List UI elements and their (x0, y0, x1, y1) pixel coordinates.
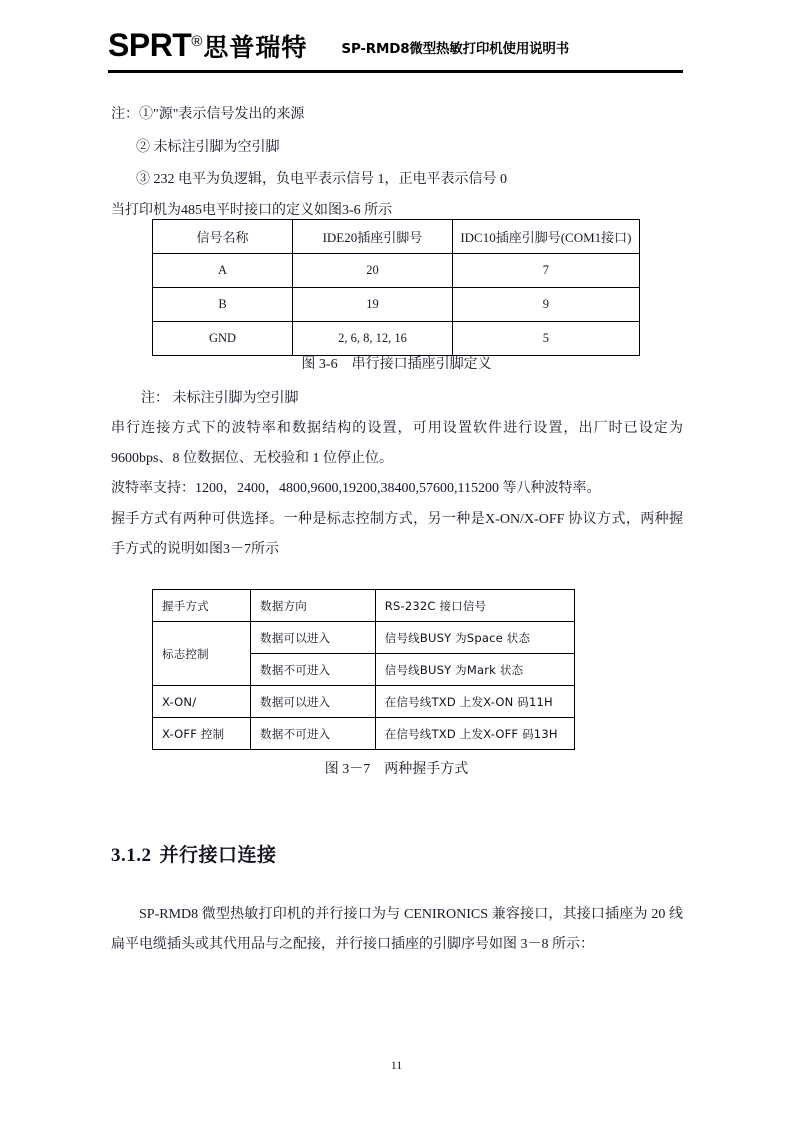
table-cell-signal: 信号线BUSY 为Mark 状态 (375, 654, 574, 686)
section-title: 并行接口连接 (159, 844, 277, 866)
table-row (153, 288, 640, 322)
paragraph-baud-support: 波特率支持：1200，2400，4800,9600,19200,38400,57600,115200 等八种波特率。 (111, 481, 601, 496)
table-header-cell: 信号名称 (153, 220, 293, 254)
table-cell-direction: 数据不可进入 (251, 654, 376, 686)
table-header-cell: IDC10插座引脚号(COM1接口) (452, 220, 639, 254)
note-line-3: ③ 232 电平为负逻辑，负电平表示信号 1，正电平表示信号 0 (136, 172, 507, 187)
section-number: 3.1.2 (111, 845, 152, 866)
table-cell: 20 (293, 254, 453, 288)
paragraph-handshake-modes: 握手方式有两种可供选择。一种是标志控制方式，另一种是X-ON/X-OFF 协议方式，两种握手方式的说明如图3－7所示 (111, 512, 683, 557)
table-cell: 9 (452, 288, 639, 322)
note-line-2: ② 未标注引脚为空引脚 (136, 140, 280, 155)
table-cell-mode: X-OFF 控制 (153, 718, 251, 750)
table-cell: GND (153, 322, 293, 356)
table-cell: 2, 6, 8, 12, 16 (293, 322, 453, 356)
table-cell-signal: 在信号线TXD 上发X-ON 码11H (375, 686, 574, 718)
table-cell-direction: 数据不可进入 (251, 718, 376, 750)
section-heading-3-1-2 (111, 840, 277, 867)
table-cell: B (153, 288, 293, 322)
brand-name-chinese: 思普瑞特 (203, 33, 308, 62)
manual-title: SP-RMD8微型热敏打印机使用说明书 (341, 41, 570, 57)
table-row (153, 254, 640, 288)
registered-trademark-icon: ® (191, 33, 203, 50)
table-cell: 19 (293, 288, 453, 322)
header-divider (108, 70, 683, 73)
table-header-row (153, 590, 575, 622)
page-number: 11 (390, 1058, 403, 1072)
brand-name-latin: SPRT (108, 27, 192, 63)
table-cell-signal: 信号线BUSY 为Space 状态 (375, 622, 574, 654)
figure-label: 图 3-6 (301, 357, 338, 372)
figure-title: 串行接口插座引脚定义 (351, 357, 492, 372)
figure-caption-3-7 (0, 758, 793, 778)
serial-pin-definition-table (152, 219, 640, 356)
table-cell-mode: 标志控制 (153, 622, 251, 686)
page-header (108, 28, 684, 72)
table-cell: A (153, 254, 293, 288)
table-header-cell: 数据方向 (251, 590, 376, 622)
table-cell-mode: X-ON/ (153, 686, 251, 718)
table-cell-signal: 在信号线TXD 上发X-OFF 码13H (375, 718, 574, 750)
figure-caption-3-6 (0, 353, 793, 373)
handshake-mode-table (152, 589, 575, 750)
note-line-1: 注：①"源"表示信号发出的来源 (111, 107, 305, 122)
table-cell: 7 (452, 254, 639, 288)
intro-line-485: 当打印机为485电平时接口的定义如图3-6 所示 (111, 203, 393, 218)
figure-title: 两种握手方式 (384, 762, 469, 777)
table-cell-direction: 数据可以进入 (251, 686, 376, 718)
table-row (153, 622, 575, 654)
table-header-cell: 握手方式 (153, 590, 251, 622)
table-row (153, 322, 640, 356)
brand-row (108, 28, 684, 64)
table-header-row (153, 220, 640, 254)
table-cell-direction: 数据可以进入 (251, 622, 376, 654)
paragraph-baud-settings: 串行连接方式下的波特率和数据结构的设置，可用设置软件进行设置，出厂时已设定为9600bps、8 位数据位、无校验和 1 位停止位。 (111, 421, 683, 466)
figure-label: 图 3－7 (324, 762, 371, 777)
table-header-cell: RS-232C 接口信号 (375, 590, 574, 622)
note-unmarked-pins: 注： 未标注引脚为空引脚 (141, 391, 299, 406)
table-row (153, 718, 575, 750)
paragraph-parallel-interface: SP-RMD8 微型热敏打印机的并行接口为与 CENIRONICS 兼容接口，其接口插座为 20 线扁平电缆插头或其代用品与之配接，并行接口插座的引脚序号如图 3－8 所示： (111, 907, 683, 952)
table-header-cell: IDE20插座引脚号 (293, 220, 453, 254)
table-row (153, 686, 575, 718)
table-cell: 5 (452, 322, 639, 356)
